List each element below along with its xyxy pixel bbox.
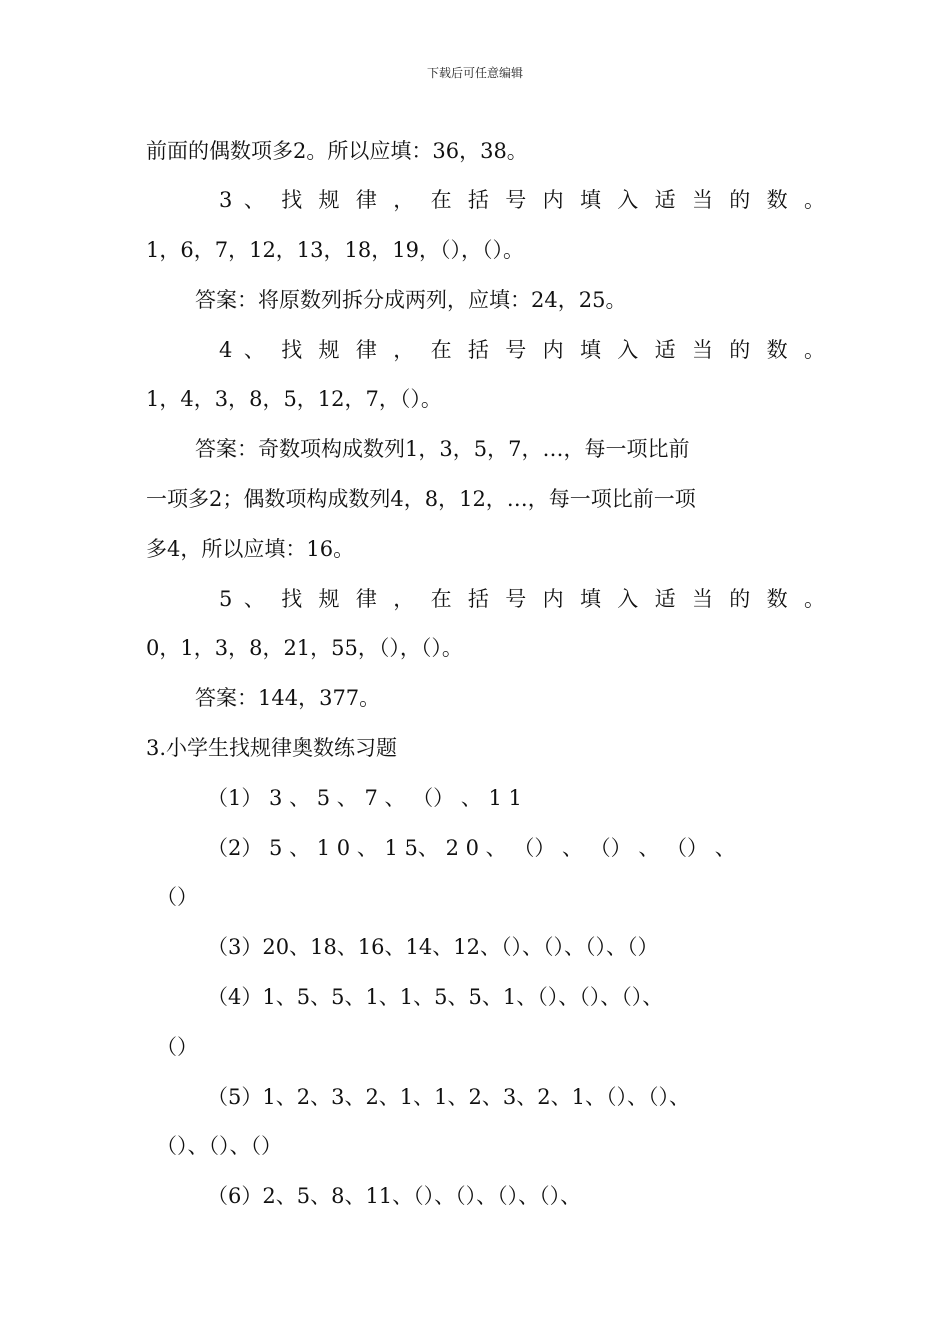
exercise-2-continued: （） xyxy=(156,885,198,909)
exercise-4-continued: （） xyxy=(156,1035,198,1059)
exercise-4: （4）1、5、5、1、1、5、5、1、（）、（）、（）、 xyxy=(207,985,664,1009)
page-header: 下载后可任意编辑 xyxy=(426,66,523,80)
question-4-answer-line-2: 一项多2；偶数项构成数列4，8，12，…，每一项比前一项 xyxy=(146,487,696,511)
question-3-title: 3 、 找 规 律 ， 在 括 号 内 填 入 适 当 的 数 。 xyxy=(219,188,825,212)
question-4-title: 4 、 找 规 律 ， 在 括 号 内 填 入 适 当 的 数 。 xyxy=(219,338,825,362)
question-3-answer: 答案：将原数列拆分成两列，应填：24，25。 xyxy=(195,288,627,312)
question-4-answer-line-1: 答案：奇数项构成数列1，3，5，7，…，每一项比前 xyxy=(195,437,690,461)
question-5-title: 5 、 找 规 律 ， 在 括 号 内 填 入 适 当 的 数 。 xyxy=(219,587,825,611)
question-4-sequence: 1，4，3，8，5，12，7，（）。 xyxy=(146,387,442,411)
question-5-sequence: 0，1，3，8，21，55，（），（）。 xyxy=(146,636,463,660)
question-5-answer: 答案：144，377。 xyxy=(195,686,381,710)
exercise-3: （3）20、18、16、14、12、（）、（）、（）、（） xyxy=(207,935,659,959)
exercise-5-continued: （）、（）、（） xyxy=(156,1134,282,1158)
question-4-answer-line-3: 多4，所以应填：16。 xyxy=(146,537,355,561)
question-3-sequence: 1，6，7，12，13，18，19，（），（）。 xyxy=(146,238,524,262)
exercise-6: （6）2、5、8、11、（）、（）、（）、（）、 xyxy=(207,1184,582,1208)
section-heading: 3.小学生找规律奥数练习题 xyxy=(146,736,398,760)
text-line-1: 前面的偶数项多2。所以应填：36，38。 xyxy=(146,139,528,163)
exercise-2: （2） 5 、 1 0 、 1 5、 2 0 、 （） 、 （） 、 （） 、 xyxy=(207,836,736,860)
exercise-5: （5）1、2、3、2、1、1、2、3、2、1、（）、（）、 xyxy=(207,1085,690,1109)
exercise-1: （1） 3 、 5 、 7 、 （） 、 1 1 xyxy=(207,786,522,810)
